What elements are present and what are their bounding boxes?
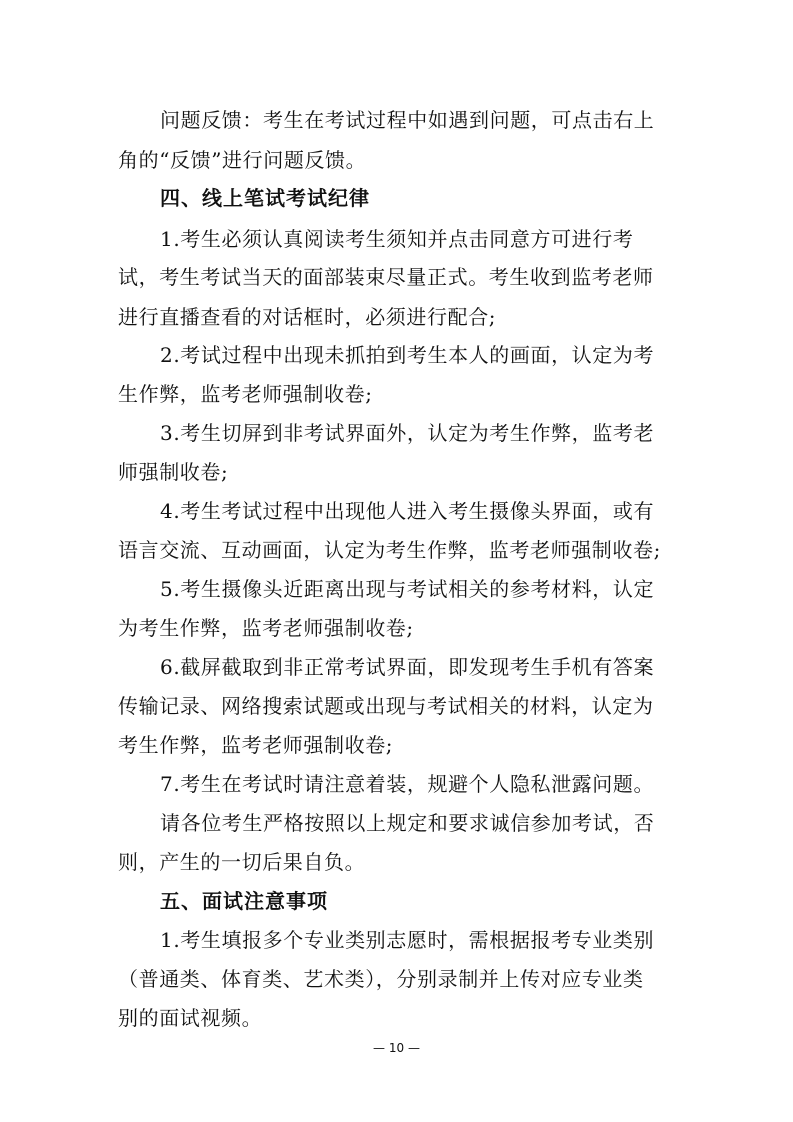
rule-3-line-2: 师强制收卷; xyxy=(118,460,229,484)
rule-3-line-1: 3.考生切屏到非考试界面外，认定为考生作弊，监考老 xyxy=(160,421,655,445)
closing-note-line-2: 则，产生的一切后果自负。 xyxy=(118,850,366,874)
section-heading-5: 五、面试注意事项 xyxy=(160,889,328,913)
section-heading-4: 四、线上笔试考试纪律 xyxy=(160,186,370,210)
rule-1-line-1: 1.考生必须认真阅读考生须知并点击同意方可进行考 xyxy=(160,227,634,251)
rule-4-line-2: 语言交流、互动画面，认定为考生作弊，监考老师强制收卷; xyxy=(118,538,661,562)
rule-6-line-1: 6.截屏截取到非正常考试界面，即发现考生手机有答案 xyxy=(160,655,655,679)
rule-6-line-2: 传输记录、网络搜索试题或出现与考试相关的材料，认定为 xyxy=(118,694,654,718)
rule-1-line-3: 进行直播查看的对话框时，必须进行配合; xyxy=(118,305,497,329)
interview-rule-1-line-1: 1.考生填报多个专业类别志愿时，需根据报考专业类别 xyxy=(160,928,655,952)
paragraph-feedback-line-2: 角的“反馈”进行问题反馈。 xyxy=(118,148,367,172)
closing-note-line-1: 请各位考生严格按照以上规定和要求诚信参加考试，否 xyxy=(160,811,655,835)
rule-4-line-1: 4.考生考试过程中出现他人进入考生摄像头界面，或有 xyxy=(160,499,655,523)
rule-1-line-2: 试，考生考试当天的面部装束尽量正式。考生收到监考老师 xyxy=(118,265,654,289)
rule-6-line-3: 考生作弊，监考老师强制收卷; xyxy=(118,733,394,757)
rule-7-line-1: 7.考生在考试时请注意着装，规避个人隐私泄露问题。 xyxy=(160,772,655,796)
interview-rule-1-line-2: （普通类、体育类、艺术类），分别录制并上传对应专业类 xyxy=(118,967,644,991)
rule-5-line-1: 5.考生摄像头近距离出现与考试相关的参考材料，认定 xyxy=(160,577,655,601)
rule-2-line-2: 生作弊，监考老师强制收卷; xyxy=(118,382,373,406)
rule-2-line-1: 2.考试过程中出现未抓拍到考生本人的画面，认定为考 xyxy=(160,343,655,367)
interview-rule-1-line-3: 别的面试视频。 xyxy=(118,1006,263,1030)
page-number: — 10 — xyxy=(373,1041,420,1055)
paragraph-feedback-line-1: 问题反馈：考生在考试过程中如遇到问题，可点击右上 xyxy=(160,108,655,132)
rule-5-line-2: 为考生作弊，监考老师强制收卷; xyxy=(118,616,414,640)
